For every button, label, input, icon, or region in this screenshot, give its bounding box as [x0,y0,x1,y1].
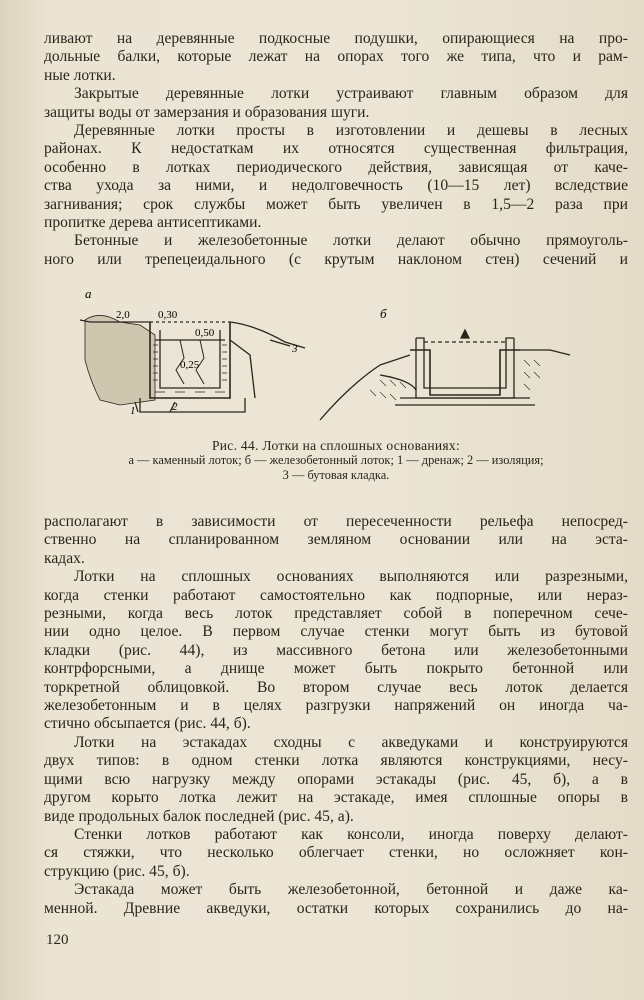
text-line: виде продольных балок последней (рис. 45, а). [44,807,354,825]
dimension-label: 0,30 [158,309,178,321]
bottom-text-block [44,513,628,918]
text-line: менной. Древние акведуки, остатки которых сохранились до на- [44,899,628,917]
text-line: ся стяжки, что несколько облегчает стенки, но осложняет кон- [44,844,628,862]
text-line: нии одно целое. В первом случае стенки могут быть из бутовой [44,623,628,641]
text-line: стично обсыпается (рис. 44, б). [44,715,251,733]
text-line: щими всю нагрузку между опорами эстакады (рис. 45, б), а в [44,770,628,788]
text-line: пропитке дерева антисептиками. [44,214,262,232]
dimension-label: 0,50 [195,327,215,339]
text-line: Эстакада может быть железобетонной, бетонной и даже ка- [74,881,628,899]
figure-caption [44,438,628,483]
dimension-label: 2,0 [116,309,130,321]
text-line: резными, когда весь лоток представляет собой в поперечном сече- [44,605,628,623]
text-line: Лотки на эстакадах сходны с акведуками и конструируются [74,733,628,751]
text-line: струкцию (рис. 45, б). [44,862,190,880]
text-line: дольные балки, которые лежат на опорах того же типа, что и рам- [44,48,628,66]
label-part-a: а [85,286,92,301]
text-line: районах. К недостаткам их относятся существенная фильтрация, [44,140,628,158]
text-line: Закрытые деревянные лотки устраивают главным образом для [74,85,628,103]
text-line: защиты воды от замерзания и образования шуги. [44,103,370,121]
text-line: контрфорсными, а днище может быть покрыто бетонной или [44,660,628,678]
callout-number: 2 [172,401,178,413]
top-text-block [44,30,628,269]
ground-fill [85,315,155,405]
text-line: Бетонные и железобетонные лотки делают обычно прямоуголь- [74,232,628,250]
text-line: железобетонным и в целях разгрузки напряжений он иногда ча- [44,697,628,715]
text-line: ного или трепецеидального (с крутым наклоном стен) сечений и [44,250,628,268]
caption-title: Рис. 44. Лотки на сплошных основаниях: [211,438,461,453]
text-line: ливают на деревянные подкосные подушки, опирающиеся на про- [44,30,628,47]
text-line: Стенки лотков работают как консоли, иногда поверху делают- [74,825,628,843]
text-line: Деревянные лотки просты в изготовлении и дешевы в лесных [74,122,628,140]
text-line: когда стенки работают самостоятельно как подпорные, или нераз- [44,586,628,604]
channel-cross-section-drawing [80,280,580,430]
text-line: ственно на спланированном земляном основании или на эста- [44,531,628,549]
text-line: двух типов: в одном стенки лотка являются конструкциями, несу- [44,752,628,770]
figure-44 [80,280,580,430]
text-line: особенно в лотках периодического действия, зависящая от каче- [44,158,628,176]
label-part-b: б [380,306,387,321]
text-line: кадах. [44,549,85,567]
callout-number: 1 [130,405,136,417]
caption-legend-line: а — каменный лоток; б — железобетонный лоток; 1 — дренаж; 2 — изоляция; [128,453,544,467]
text-line: Лотки на сплошных основаниях выполняются или разрезными, [74,568,628,586]
callout-number: 3 [292,343,298,355]
text-line: располагают в зависимости от пересеченности рельефа непосред- [44,513,628,530]
text-line: торкретной облицовкой. Во втором случае весь лоток делается [44,678,628,696]
text-line: загнивания; срок службы может быть увеличен в 1,5—2 раза при [44,195,628,213]
text-line: ные лотки. [44,66,116,84]
text-line: кладки (рис. 44), из массивного бетона или железобетонными [44,641,628,659]
text-line: ства ухода за ними, и недолговечность (10—15 лет) вследствие [44,177,628,195]
caption-legend-line: 3 — бутовая кладка. [282,468,390,482]
text-line: другом корыто лотка лежит на эстакаде, имея сплошные опоры в [44,789,628,807]
dimension-label: 0,25 [180,359,200,371]
page-number: 120 [46,932,69,948]
